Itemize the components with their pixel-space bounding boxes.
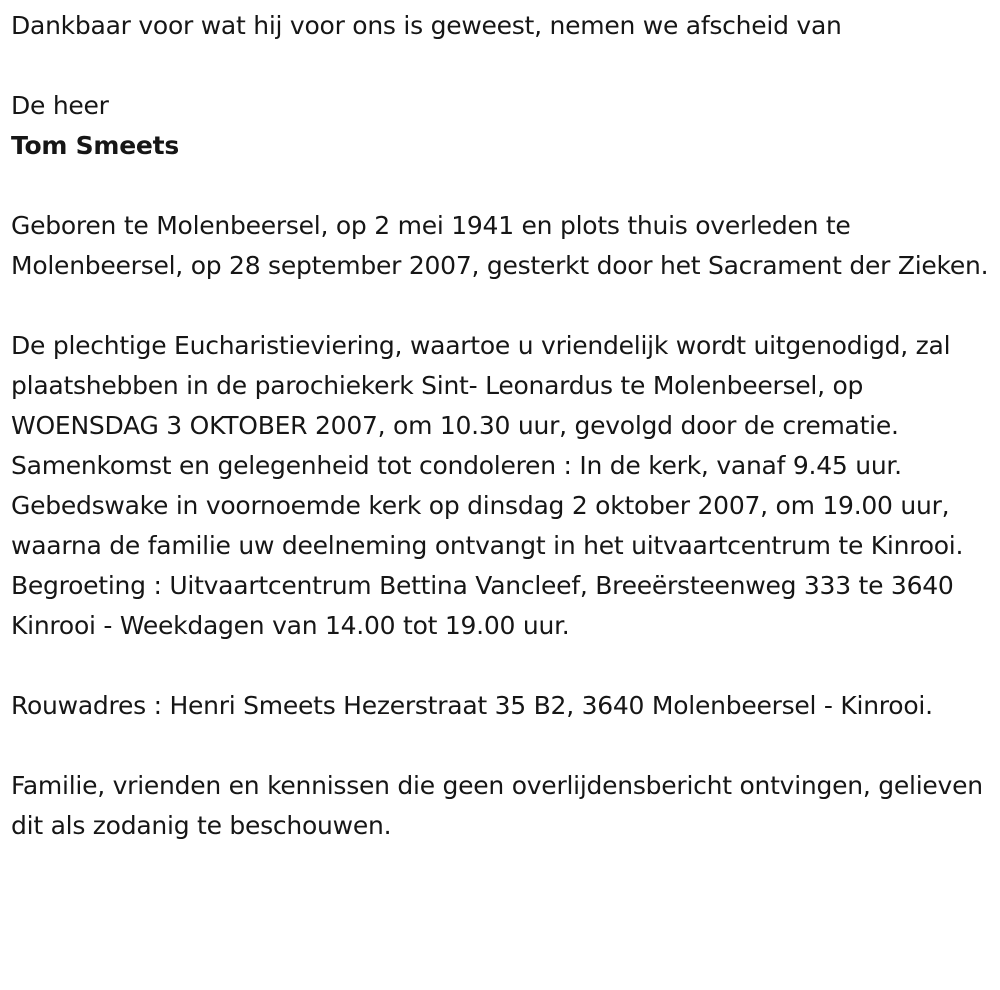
spacer [11, 46, 996, 86]
ceremony-paragraph: De plechtige Eucharistieviering, waartoe u vriendelijk wordt uitgenodigd, zal plaatshebben in de parochiekerk Sint- Leonardus te Molenbeersel, op WOENSDAG 3 OKTOBER 2007, om 10.30 uur, gevolgd door de crematie. Samenkomst en gelegenheid tot condoleren : In de kerk, vanaf 9.45 uur. Gebedswake in voornoemde kerk op dinsdag 2 oktober 2007, om 19.00 uur, waarna de familie uw deelneming ontvangt in het uitvaartcentrum te Kinrooi. Begroeting : Uitvaartcentrum Bettina Vancleef, Breeërsteenweg 333 te 3640 Kinrooi - Weekdagen van 14.00 tot 19.00 uur. [11, 331, 964, 640]
spacer [11, 166, 996, 206]
spacer [11, 286, 996, 326]
obituary-notice [11, 6, 996, 846]
intro-text: Dankbaar voor wat hij voor ons is geweest, nemen we afscheid van [11, 11, 842, 40]
salutation: De heer [11, 91, 109, 120]
spacer [11, 726, 996, 766]
spacer [11, 646, 996, 686]
deceased-name: Tom Smeets [11, 131, 179, 160]
birth-death-paragraph: Geboren te Molenbeersel, op 2 mei 1941 en plots thuis overleden te Molenbeersel, op 28 september 2007, gesterkt door het Sacrament der Zieken. [11, 211, 989, 280]
address-paragraph: Rouwadres : Henri Smeets Hezerstraat 35 B2, 3640 Molenbeersel - Kinrooi. [11, 691, 933, 720]
closing-paragraph: Familie, vrienden en kennissen die geen overlijdensbericht ontvingen, gelieven dit als zodanig te beschouwen. [11, 771, 983, 840]
